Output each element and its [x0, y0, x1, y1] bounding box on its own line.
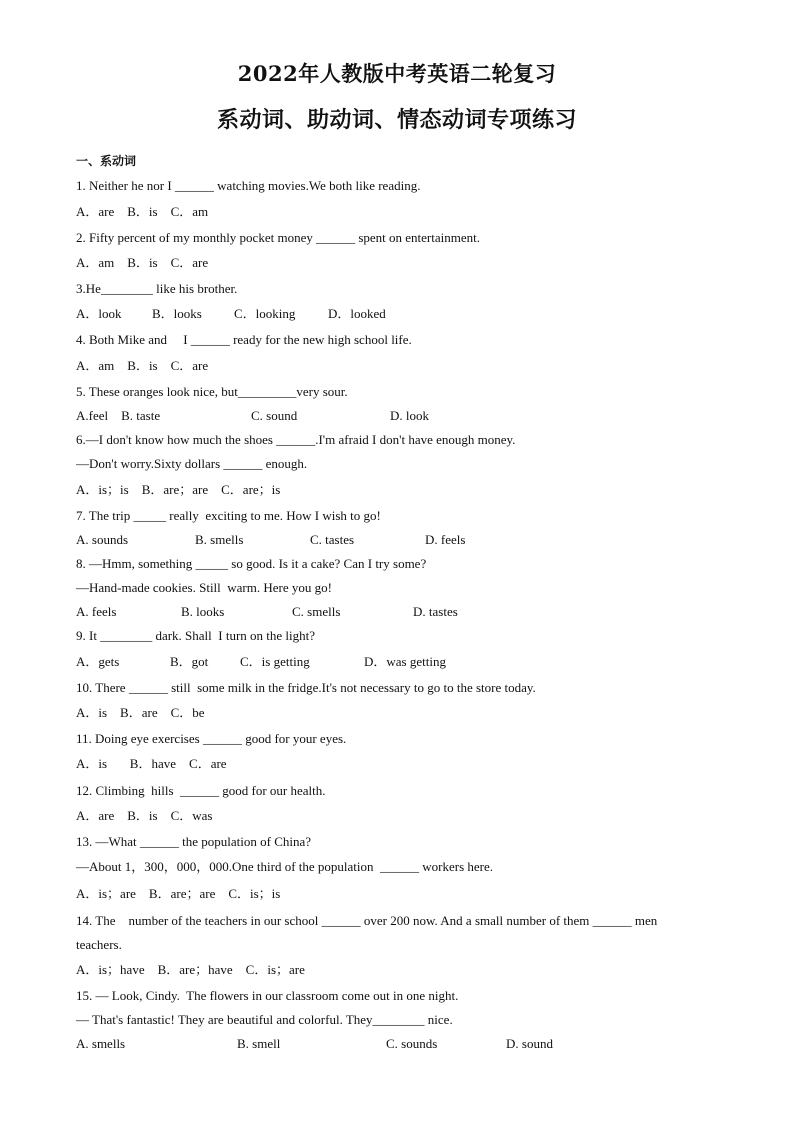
question-stem: 5. These oranges look nice, but_________very sour. — [76, 384, 348, 399]
option-d: D. sound — [506, 1036, 553, 1051]
question-options: A．are B．is C．am — [76, 204, 209, 219]
question-stem-continued: —About 1，300，000，000.One third of the population ______ workers here. — [76, 859, 494, 874]
option-b: B．looks — [152, 306, 202, 321]
question-stem-continued: — That's fantastic! They are beautiful and colorful. They________ nice. — [76, 1012, 453, 1027]
question-stem: 3.He________ like his brother. — [76, 281, 238, 296]
section-heading: 一、系动词 — [76, 154, 137, 168]
question-options: A．is；is B．are；are C．are；is — [76, 482, 281, 497]
option-c: C．is getting — [240, 654, 310, 669]
option-a: A．gets — [76, 654, 120, 669]
option-b: B．got — [170, 654, 209, 669]
option-d: D．was getting — [364, 654, 446, 669]
question-stem: 8. —Hmm, something _____ so good. Is it a cake? Can I try some? — [76, 556, 427, 571]
document-subtitle: 系动词、助动词、情态动词专项练习 — [216, 107, 577, 133]
option-a: A. feels — [76, 604, 117, 619]
option-c: C. smells — [292, 604, 341, 619]
question-options: A．are B．is C．was — [76, 808, 213, 823]
option-c: C. tastes — [310, 532, 355, 547]
question-stem: 6.—I don't know how much the shoes ______.I'm afraid I don't have enough money. — [76, 432, 516, 447]
question-stem: 13. —What ______ the population of China? — [76, 834, 312, 849]
question-stem: 9. It ________ dark. Shall I turn on the light? — [76, 628, 316, 643]
question-stem: 2. Fifty percent of my monthly pocket money ______ spent on entertainment. — [76, 230, 481, 245]
option-b: B. smells — [195, 532, 244, 547]
document-title: 2022年人教版中考英语二轮复习 — [237, 61, 557, 86]
question-options: A．am B．is C．are — [76, 255, 209, 270]
option-d: D. feels — [425, 532, 466, 547]
option-a: A．look — [76, 306, 122, 321]
question-stem: 4. Both Mike and I ______ ready for the new high school life. — [76, 332, 412, 347]
question-options: A．is B．are C．be — [76, 705, 205, 720]
question-stem: 12. Climbing hills ______ good for our health. — [76, 783, 326, 798]
question-options: A．am B．is C．are — [76, 358, 209, 373]
option-ab: A.feel B. taste — [76, 408, 161, 423]
question-stem-continued: —Don't worry.Sixty dollars ______ enough. — [76, 456, 308, 471]
question-stem: 14. The number of the teachers in our school ______ over 200 now. And a small number of them ______ men — [76, 913, 658, 928]
question-stem: 1. Neither he nor I ______ watching movies.We both like reading. — [76, 178, 421, 193]
option-d: D. tastes — [413, 604, 458, 619]
option-d: D．looked — [328, 306, 386, 321]
option-c: C．looking — [234, 306, 296, 321]
question-stem: 7. The trip _____ really exciting to me. How I wish to go! — [76, 508, 381, 523]
option-c: C. sound — [251, 408, 298, 423]
question-options: A．is；are B．are；are C．is；is — [76, 886, 281, 901]
question-stem: 15. — Look, Cindy. The flowers in our classroom come out in one night. — [76, 988, 459, 1003]
option-a: A. sounds — [76, 532, 129, 547]
question-options: A．is；have B．are；have C．is；are — [76, 962, 305, 977]
option-b: B. looks — [181, 604, 225, 619]
option-a: A. smells — [76, 1036, 126, 1051]
question-options: A．is B．have C．are — [76, 756, 227, 771]
question-stem-continued: —Hand-made cookies. Still warm. Here you go! — [76, 580, 332, 595]
question-stem: 10. There ______ still some milk in the fridge.It's not necessary to go to the store today. — [76, 680, 536, 695]
option-c: C. sounds — [386, 1036, 438, 1051]
option-d: D. look — [390, 408, 429, 423]
question-stem: 11. Doing eye exercises ______ good for your eyes. — [76, 731, 347, 746]
question-stem-continued: teachers. — [76, 937, 122, 952]
option-b: B. smell — [237, 1036, 281, 1051]
